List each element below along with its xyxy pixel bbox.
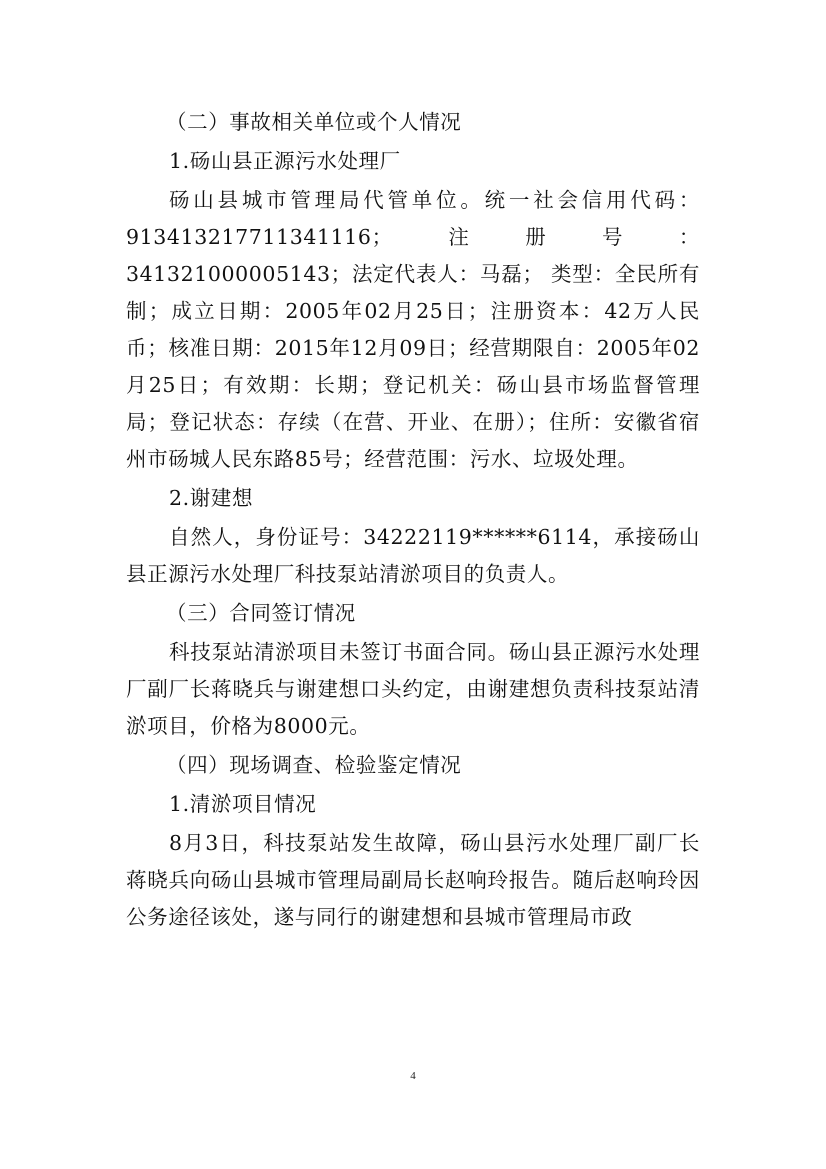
subheading-xie-jianxiang: 2.谢建想: [169, 486, 254, 510]
paragraph-xie-jianxiang-info: 自然人，身份证号：34222119******6114，承接砀山县正源污水处理厂科技泵站清淤项目的负责人。: [126, 525, 700, 586]
paragraph-contract: 科技泵站清淤项目未签订书面合同。砀山县正源污水处理厂副厂长蒋晓兵与谢建想口头约定，由谢建想负责科技泵站清淤项目，价格为8000元。: [126, 640, 700, 738]
subheading-sewage-plant: 1.砀山县正源污水处理厂: [169, 149, 401, 173]
section-heading-contract: （三）合同签订情况: [166, 601, 356, 625]
section-heading-related-parties: （二）事故相关单位或个人情况: [166, 110, 462, 134]
paragraph-sewage-plant-info: 砀山县城市管理局代管单位。统一社会信用代码：913413217711341116；注册号：341321000005143；法定代表人：马磊； 类型：全民所有制；成立日期：2005年02月25日；注册资本：42万人民币；核准日期：2015年12月09日；经营期限自：2005年02月25日；有效期：长期；登记机关：砀山县市场监督管理局；登记状态：存续（在营、开业、在册）；住所：安徽省宿州市砀城人民东路85号；经营范围：污水、垃圾处理。: [126, 188, 700, 471]
paragraph-dredging-project: 8月3日，科技泵站发生故障，砀山县污水处理厂副厂长蒋晓兵向砀山县城市管理局副局长赵响玲报告。随后赵响玲因公务途径该处，遂与同行的谢建想和县城市管理局市政: [126, 831, 700, 929]
subheading-dredging-project: 1.清淤项目情况: [169, 792, 317, 816]
section-heading-site-investigation: （四）现场调查、检验鉴定情况: [166, 753, 462, 777]
page-number: 4: [410, 1070, 416, 1082]
document-body: [126, 104, 700, 936]
